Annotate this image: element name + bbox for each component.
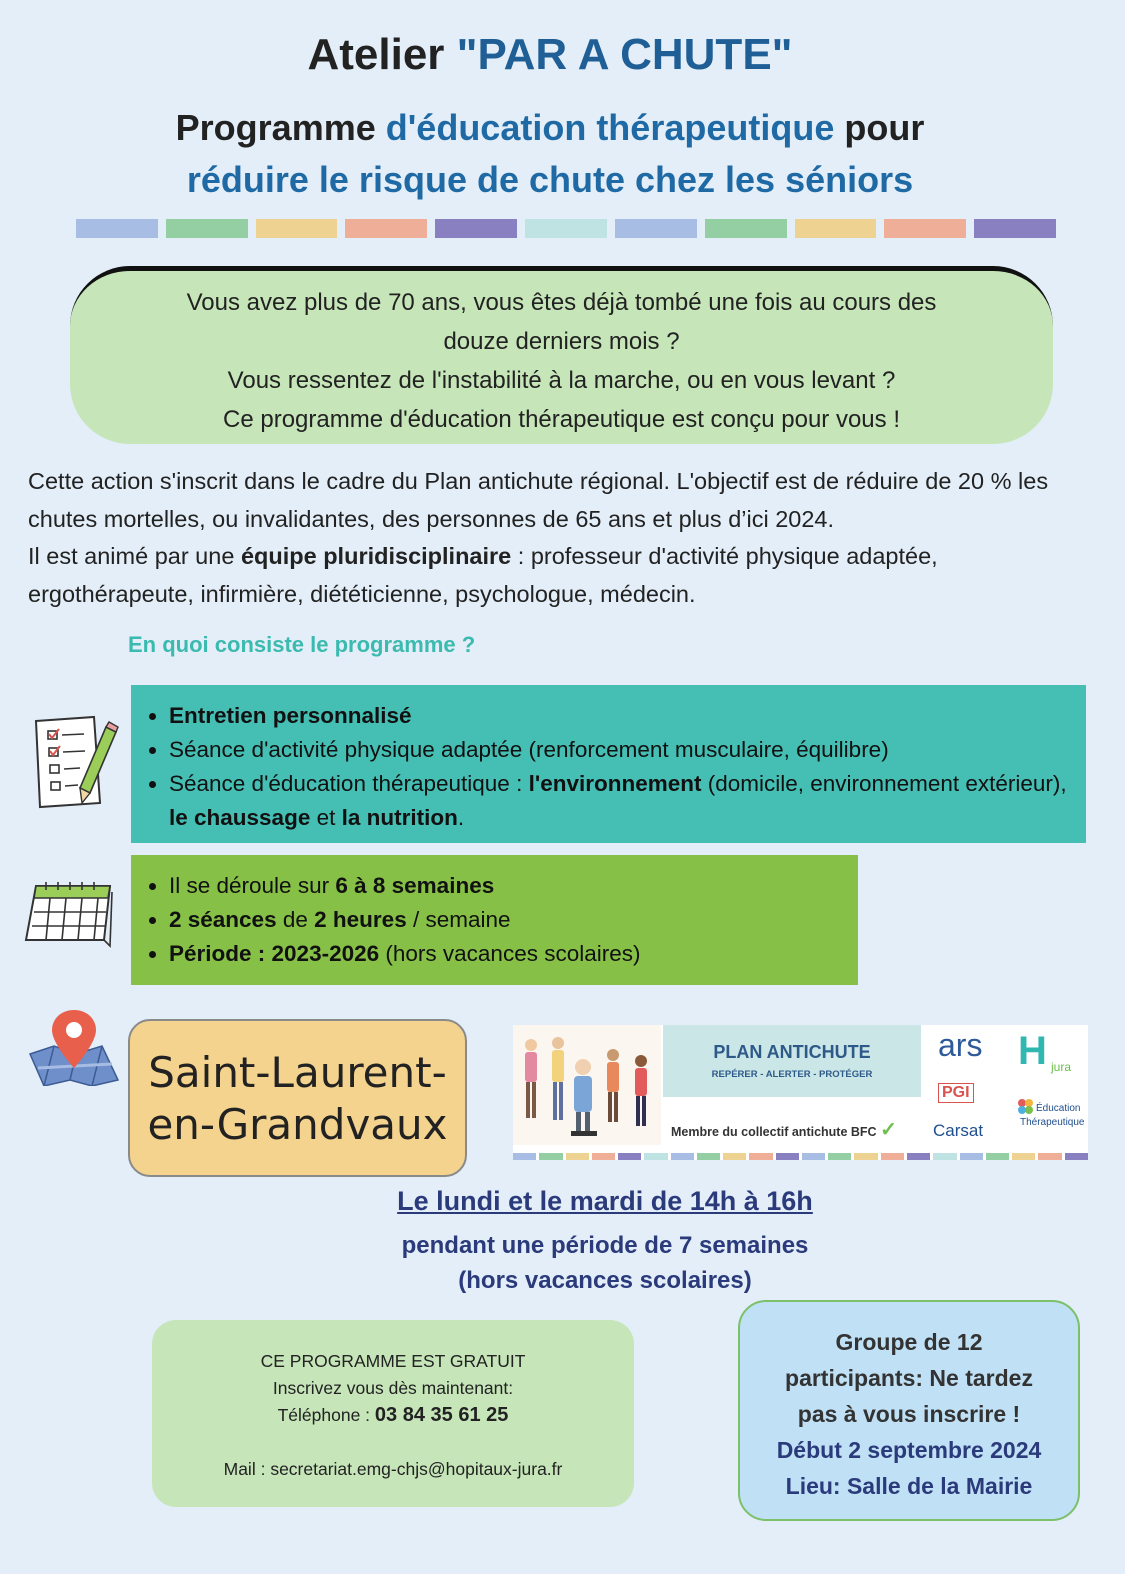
- list-item: [169, 903, 858, 937]
- program-item3-end: .: [457, 805, 465, 830]
- banner-strip-segment: [618, 1153, 641, 1160]
- banner-title: PLAN ANTICHUTE: [713, 1042, 871, 1062]
- banner-member: [671, 1117, 921, 1142]
- intro-line2: douze derniers mois ?: [443, 328, 680, 355]
- program-item3-and: et: [316, 805, 336, 830]
- banner-strip-segment: [1038, 1153, 1061, 1160]
- description-sentence1: Cette action s'inscrit dans le cadre du Plan antichute régional. L'objectif est de réduire de 20 % les chutes mortelles, ou invalidantes, des personnes de 65 ans et plus d’ici 2024.: [28, 468, 1049, 532]
- duration-item2-sessions: 2 séances: [169, 907, 277, 932]
- group-line3: pas à vous inscrire !: [797, 1401, 1021, 1427]
- banner-strip-segment: [907, 1153, 930, 1160]
- banner-strip-segment: [881, 1153, 904, 1160]
- logo-etp-line1: Éducation: [1036, 1103, 1081, 1114]
- map-pin-icon: [26, 1006, 120, 1091]
- banner-strip-segment: [539, 1153, 562, 1160]
- banner-tagline: REPÉRER - ALERTER - PROTÉGER: [711, 1069, 873, 1080]
- calendar-icon: [22, 880, 114, 955]
- logo-etp: [1016, 1097, 1086, 1141]
- logo-jura: jura: [1051, 1060, 1072, 1074]
- group-box: [738, 1300, 1080, 1521]
- checkmark-icon: ✓: [880, 1119, 897, 1141]
- banner-strip-segment: [749, 1153, 772, 1160]
- color-stripes: [76, 219, 1056, 238]
- duration-item3-end: (hors vacances scolaires): [385, 941, 641, 966]
- banner-color-strip: [513, 1153, 1088, 1160]
- checklist-icon: [28, 715, 120, 815]
- schedule-details: [0, 1228, 1125, 1298]
- group-start: Début 2 septembre 2024: [776, 1437, 1042, 1463]
- city-box: [128, 1019, 467, 1177]
- contact-mail[interactable]: secretariat.emg-chjs@hopitaux-jura.fr: [270, 1459, 563, 1479]
- banner-strip-segment: [671, 1153, 694, 1160]
- banner-strip-segment: [854, 1153, 877, 1160]
- stripe-segment: [884, 219, 966, 238]
- stripe-segment: [795, 219, 877, 238]
- schedule-period: pendant une période de 7 semaines: [401, 1232, 809, 1259]
- banner-strip-segment: [697, 1153, 720, 1160]
- duration-item1-bold: 6 à 8 semaines: [335, 873, 495, 898]
- logo-h: H: [1018, 1029, 1047, 1073]
- description-paragraph: [28, 463, 1093, 613]
- stripe-segment: [615, 219, 697, 238]
- duration-item3-period: Période : 2023-2026: [169, 941, 380, 966]
- list-item: [169, 937, 858, 971]
- contact-box: [152, 1320, 634, 1507]
- stripe-segment: [525, 219, 607, 238]
- logo-etp-line2: Thérapeutique: [1020, 1117, 1085, 1128]
- group-line1: Groupe de 12: [835, 1329, 983, 1355]
- logo-ars: ars: [938, 1027, 983, 1063]
- banner-member-text: Membre du collectif antichute BFC: [671, 1125, 877, 1139]
- title-prefix: Atelier: [307, 30, 445, 79]
- contact-phone-label: Téléphone :: [277, 1405, 371, 1425]
- logo-carsat: Carsat: [933, 1121, 984, 1140]
- banner-strip-segment: [566, 1153, 589, 1160]
- group-place: Lieu: Salle de la Mairie: [785, 1473, 1033, 1499]
- duration-box: [131, 855, 858, 985]
- program-list: [131, 685, 1086, 835]
- program-item3-nutrition: la nutrition: [341, 805, 458, 830]
- program-item3-start: Séance d'éducation thérapeutique :: [169, 771, 523, 796]
- contact-phone[interactable]: 03 84 35 61 25: [374, 1404, 509, 1426]
- duration-item1-start: Il se déroule sur: [169, 873, 330, 898]
- banner-title-box: [663, 1025, 921, 1097]
- duration-list: [131, 855, 858, 971]
- program-item1: Entretien personnalisé: [169, 703, 412, 728]
- banner-strip-segment: [776, 1153, 799, 1160]
- city-line1: Saint-Laurent-: [148, 1048, 447, 1097]
- banner-strip-segment: [1065, 1153, 1088, 1160]
- description-sentence2-end: : professeur d'activité physique adaptée, ergothérapeute, infirmière, diététicienne, psychologue, médecin.: [28, 543, 938, 607]
- program-heading: En quoi consiste le programme ?: [128, 632, 476, 657]
- stripe-segment: [345, 219, 427, 238]
- description-sentence2-start: Il est animé par une: [28, 543, 235, 569]
- subtitle-part3: pour: [844, 107, 925, 148]
- stripe-segment: [435, 219, 517, 238]
- duration-item2-hours: 2 heures: [314, 907, 407, 932]
- banner-strip-segment: [960, 1153, 983, 1160]
- banner-strip-segment: [592, 1153, 615, 1160]
- stripe-segment: [76, 219, 158, 238]
- seniors-exercising-illustration: [513, 1025, 661, 1145]
- banner-strip-segment: [986, 1153, 1009, 1160]
- group-line2: participants: Ne tardez: [785, 1365, 1033, 1391]
- program-item2: Séance d'activité physique adaptée (renforcement musculaire, équilibre): [169, 737, 889, 762]
- banner-strip-segment: [933, 1153, 956, 1160]
- page-title: [0, 30, 1100, 80]
- program-box: [131, 685, 1086, 843]
- description-team: équipe pluridisciplinaire: [240, 543, 512, 569]
- list-item: [169, 699, 1086, 733]
- flower-icon: [1016, 1097, 1036, 1119]
- list-item: [169, 869, 858, 903]
- program-item3-chaussage: le chaussage: [169, 805, 311, 830]
- page-subtitle: [0, 102, 1100, 206]
- schedule-days: Le lundi et le mardi de 14h à 16h: [397, 1186, 813, 1216]
- list-item: [169, 733, 1086, 767]
- stripe-segment: [705, 219, 787, 238]
- banner-strip-segment: [513, 1153, 536, 1160]
- contact-mail-label: Mail :: [223, 1459, 266, 1479]
- schedule-holidays: (hors vacances scolaires): [458, 1267, 752, 1294]
- banner-strip-segment: [723, 1153, 746, 1160]
- duration-item2-end: / semaine: [412, 907, 511, 932]
- logo-pgi: PGI: [938, 1083, 974, 1103]
- intro-line1: Vous avez plus de 70 ans, vous êtes déjà tombé une fois au cours des: [186, 289, 937, 316]
- title-name: "PAR A CHUTE": [456, 30, 793, 79]
- plan-antichute-banner: [513, 1025, 1088, 1160]
- contact-register: Inscrivez vous dès maintenant:: [272, 1378, 514, 1398]
- subtitle-part2: d'éducation thérapeutique: [385, 107, 835, 148]
- program-item3-env: l'environnement: [528, 771, 702, 796]
- program-item3-mid: (domicile, environnement extérieur),: [707, 771, 1067, 796]
- stripe-segment: [974, 219, 1056, 238]
- duration-item2-de: de: [282, 907, 308, 932]
- subtitle-line2: réduire le risque de chute chez les séniors: [186, 159, 914, 200]
- stripe-segment: [256, 219, 338, 238]
- intro-box: [70, 266, 1053, 444]
- banner-strip-segment: [802, 1153, 825, 1160]
- subtitle-part1: Programme: [175, 107, 376, 148]
- list-item: [169, 767, 1086, 835]
- contact-free: CE PROGRAMME EST GRATUIT: [260, 1351, 526, 1371]
- banner-strip-segment: [828, 1153, 851, 1160]
- banner-strip-segment: [1012, 1153, 1035, 1160]
- stripe-segment: [166, 219, 248, 238]
- intro-line3: Vous ressentez de l'instabilité à la marche, ou en vous levant ?: [227, 367, 896, 394]
- banner-strip-segment: [644, 1153, 667, 1160]
- city-line2: en-Grandvaux: [147, 1100, 448, 1149]
- intro-line4: Ce programme d'éducation thérapeutique est conçu pour vous !: [223, 406, 900, 433]
